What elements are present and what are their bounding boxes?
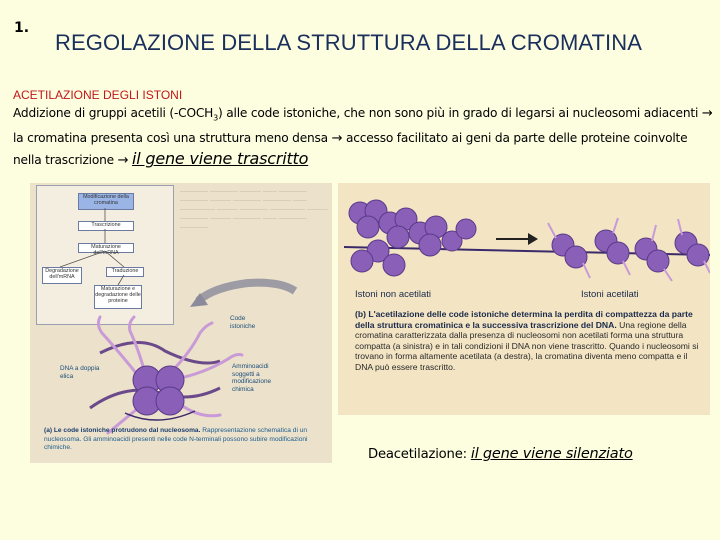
subscript-3: 3 <box>213 113 219 123</box>
nucleosome-figure <box>30 183 332 463</box>
label-histone-tails: Code istoniche <box>230 315 256 330</box>
acetylated-nucleosomes <box>552 230 709 272</box>
curved-arrow-icon <box>198 283 295 301</box>
nucleosome-core <box>133 366 184 415</box>
label-non-acetylated: Istoni non acetilati <box>355 289 432 300</box>
background-text: ———— ———— ——— —— ———— ———— ——— ———— ———— —— ————— ——— ———— ————— ——— ———— ——— ———— —— ———— ———— <box>180 188 328 231</box>
slide-number: 1. <box>14 20 30 36</box>
deacetylation-prefix: Deacetilazione: <box>368 447 471 462</box>
slide-title: REGOLAZIONE DELLA STRUTTURA DELLA CROMATINA <box>55 30 643 55</box>
section-subtitle: ACETILAZIONE DEGLI ISTONI <box>13 88 183 102</box>
body-paragraph <box>13 103 713 171</box>
figure-b-caption <box>355 309 705 373</box>
label-dna: DNA a doppia elica <box>60 365 100 380</box>
deacetylation-line <box>368 446 633 462</box>
figure-a-caption <box>44 427 324 453</box>
compact-nucleosomes <box>349 200 476 276</box>
arrow-icon: → <box>701 106 713 121</box>
figure-b-caption-text: Una regione della cromatina caratterizzata dalla presenza di nucleosomi non acetilati forma una struttura compatta (a sinistra) e in tali condizioni il DNA non viene trascritto. Quando i nucleosomi si trovano in forma altamente acetilata (a destra), la cromatina diventa meno compatta e il DNA può essere trascritto. <box>355 319 699 372</box>
deacetylation-emphasis: il gene viene silenziato <box>470 446 633 462</box>
arrow-right-icon <box>528 233 538 245</box>
label-amino-acids: Amminoacidi soggetti a modificazione chimica <box>232 363 272 393</box>
flow-box: Modificazione della cromatina <box>78 193 134 210</box>
arrow-icon: → <box>331 131 343 147</box>
figure-b-caption-bold: (b) L'acetilazione delle code istoniche determina la perdita di compattezza da parte della struttura cromatinica e la successiva trascrizione del DNA. <box>355 309 693 330</box>
flow-box: Trascrizione <box>78 221 134 231</box>
para-text-2: ) alle code istoniche, che non sono più in grado di legarsi ai nucleosomi adiacenti <box>218 106 702 120</box>
chromatin-figure <box>338 183 710 415</box>
flow-box: Traduzione <box>106 267 144 277</box>
figure-a-caption-bold: (a) Le code istoniche protrudono dal nucleosoma. <box>44 427 201 434</box>
para-text-1: Addizione di gruppi acetili (-COCH <box>13 106 214 120</box>
para-text-4: accesso facilitato ai geni da parte delle proteine coinvolte nella trascrizione <box>13 131 688 168</box>
figure-a-caption-text: Rappresentazione schematica di un nucleosoma. Gli amminoacidi presenti nelle code N-terminali possono subire modificazioni chimiche. <box>44 427 308 451</box>
para-emphasis: il gene viene trascritto <box>131 149 309 169</box>
arrow-icon: → <box>117 153 129 169</box>
para-text-3: la cromatina presenta così una struttura meno densa <box>13 131 332 146</box>
flow-box: Maturazione dell'mRNA <box>78 243 134 253</box>
flow-box: Maturazione e degradazione delle proteine <box>94 285 142 309</box>
label-acetylated: Istoni acetilati <box>581 289 639 300</box>
nucleosome-diagram <box>30 183 332 463</box>
flow-box: Degradazione dell'mRNA <box>42 267 82 284</box>
chromatin-diagram <box>338 183 710 293</box>
